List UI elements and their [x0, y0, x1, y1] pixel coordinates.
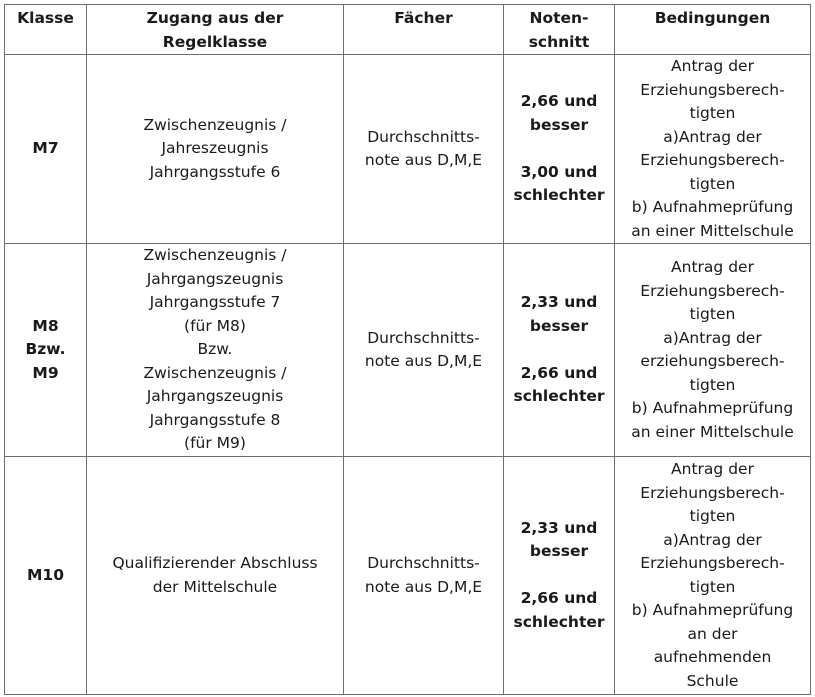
- cell-text-line: tigten: [689, 507, 736, 525]
- cell-text-line: a)Antrag der: [663, 127, 762, 146]
- cell-text-line: Durchschnitts-: [367, 554, 480, 572]
- cell-text-line: tigten: [689, 174, 736, 193]
- cell-text-line: Durchschnitts-: [367, 127, 480, 146]
- cell-text-line: schlechter: [513, 186, 605, 205]
- cell-text-line: (für M9): [184, 434, 246, 453]
- cell-text-line: 2,33 und: [520, 518, 598, 537]
- cell-klasse: [5, 55, 87, 244]
- cell-text-line: Jahrgangszeugnis: [146, 387, 284, 406]
- cell-zugang: [87, 457, 344, 695]
- cell-text-line: M7: [32, 139, 59, 158]
- cell-notenschnitt: [504, 244, 615, 457]
- cell-text-line: Zwischenzeugnis /: [143, 246, 287, 265]
- cell-klasse: [5, 457, 87, 695]
- header-bedingungen: Bedingungen: [615, 5, 811, 55]
- cell-bedingungen: [615, 244, 811, 457]
- cell-text-line: Jahrgangsstufe 6: [149, 162, 281, 181]
- cell-notenschnitt: [504, 55, 615, 244]
- header-klasse: Klasse: [5, 5, 87, 55]
- cell-text-line: Durchschnitts-: [367, 328, 480, 347]
- cell-text-line: a)Antrag der: [663, 530, 762, 549]
- header-row: [5, 5, 811, 55]
- table-row: [5, 55, 811, 244]
- cell-text-line: erziehungsberech-: [640, 352, 785, 370]
- cell-text-line: aufnehmenden: [653, 648, 772, 666]
- header-notenschnitt: Noten- schnitt: [504, 5, 615, 55]
- cell-text-line: besser: [529, 115, 589, 134]
- table-row: [5, 457, 811, 695]
- cell-faecher: [344, 55, 504, 244]
- cell-text-line: a)Antrag der: [663, 328, 762, 347]
- cell-text-line: Antrag der: [671, 258, 754, 276]
- cell-faecher: [344, 457, 504, 695]
- header-zugang: Zugang aus der Regelklasse: [87, 5, 344, 55]
- cell-text-line: an der: [687, 624, 738, 643]
- cell-text-line: Zwischenzeugnis /: [143, 115, 287, 134]
- cell-text-line: Antrag der: [671, 460, 754, 478]
- cell-text-line: 2,66 und: [520, 92, 598, 111]
- cell-text-line: M8: [32, 316, 59, 335]
- cell-text-line: Schule: [686, 671, 739, 690]
- cell-text-line: 2,66 und: [520, 589, 598, 608]
- cell-bedingungen: [615, 457, 811, 695]
- cell-text-line: Jahrgangsstufe 8: [149, 410, 281, 429]
- cell-text-line: Bzw.: [197, 340, 233, 359]
- cell-text-line: Jahreszeugnis: [161, 139, 269, 158]
- cell-text-line: note aus D,M,E: [364, 352, 483, 370]
- cell-zugang: [87, 244, 344, 457]
- cell-text-line: Antrag der: [671, 57, 754, 75]
- cell-text-line: Zwischenzeugnis /: [143, 363, 287, 382]
- cell-text-line: b) Aufnahmeprüfung: [631, 601, 794, 619]
- table-row: [5, 244, 811, 457]
- cell-text-line: Erziehungsberech-: [640, 281, 785, 300]
- cell-text-line: Jahrgangsstufe 7: [149, 293, 281, 312]
- cell-text-line: Erziehungsberech-: [640, 80, 785, 99]
- cell-text-line: der Mittelschule: [152, 577, 278, 596]
- cell-text-line: besser: [529, 542, 589, 561]
- header-faecher: Fächer: [344, 5, 504, 55]
- cell-zugang: [87, 55, 344, 244]
- cell-text-line: 2,33 und: [520, 293, 598, 312]
- cell-bedingungen: [615, 55, 811, 244]
- cell-text-line: tigten: [689, 577, 736, 596]
- cell-text-line: Erziehungsberech-: [640, 483, 785, 502]
- cell-text-line: (für M8): [184, 316, 246, 335]
- cell-text-line: Erziehungsberech-: [640, 151, 785, 169]
- cell-text-line: tigten: [689, 305, 736, 323]
- cell-text-line: besser: [529, 316, 589, 335]
- cell-text-line: note aus D,M,E: [364, 577, 483, 596]
- cell-klasse: [5, 244, 87, 457]
- cell-text-line: an einer Mittelschule: [631, 221, 794, 240]
- cell-text-line: tigten: [689, 375, 736, 394]
- cell-text-line: schlechter: [513, 387, 605, 406]
- cell-text-line: note aus D,M,E: [364, 151, 483, 169]
- cell-notenschnitt: [504, 457, 615, 695]
- cell-text-line: an einer Mittelschule: [631, 422, 794, 441]
- cell-text-line: 3,00 und: [520, 162, 598, 181]
- admission-table: [4, 4, 811, 695]
- cell-text-line: M9: [32, 363, 59, 382]
- cell-text-line: b) Aufnahmeprüfung: [631, 399, 794, 417]
- cell-text-line: tigten: [689, 104, 736, 122]
- cell-text-line: Bzw.: [25, 340, 66, 359]
- cell-text-line: Erziehungsberech-: [640, 554, 785, 572]
- cell-text-line: b) Aufnahmeprüfung: [631, 198, 794, 216]
- cell-faecher: [344, 244, 504, 457]
- cell-text-line: schlechter: [513, 612, 605, 631]
- cell-text-line: 2,66 und: [520, 363, 598, 382]
- cell-text-line: Qualifizierender Abschluss: [112, 554, 318, 572]
- cell-text-line: M10: [27, 565, 64, 584]
- cell-text-line: Jahrgangszeugnis: [146, 269, 284, 288]
